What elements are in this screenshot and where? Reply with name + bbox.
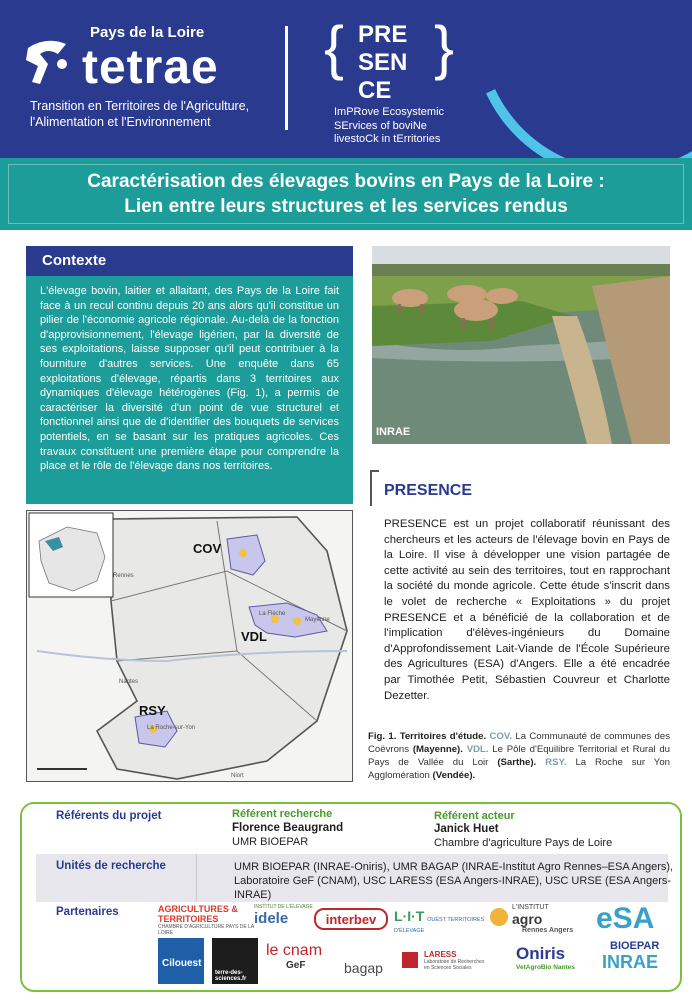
header-banner (0, 0, 692, 158)
unites-label: Unités de recherche (56, 860, 166, 872)
presence-logo-letters-2: SEN (358, 49, 408, 76)
tetrae-subtitle: Transition en Territoires de l'Agriculture, l'Alimentation et l'Environnement (30, 99, 250, 129)
map-label-cov: COV (193, 541, 222, 556)
bagap-logo: bagap (344, 960, 383, 976)
map-place-la-roche: La Roche-sur-Yon (147, 725, 196, 731)
svg-text:}: } (434, 14, 455, 81)
map-label-vdl: VDL (241, 629, 267, 644)
map-place-mayenne: Mayenne (305, 617, 330, 623)
ciloue-logo: Cilouest (158, 938, 204, 984)
bioepar-inrae-logo: BIOEPAR INRAE (602, 940, 660, 972)
photo-credit: INRAE (376, 426, 411, 438)
poster-title-line1: Caractérisation des élevages bovins en Pays de la Loire : (87, 171, 605, 192)
contexte-text: L'élevage bovin, laitier et allaitant, des Pays de la Loire fait face à un recul continu depuis 20 ans alors qu'il constitue un pilier de l'économie agricole régionale. Au-delà de la fonction d'approvisionnement, l'élevage ligérien, par la diversité de ses exploitations, laisse supposer qu'il peut contribuer à la fourniture d'autres services. Une enquête dans 65 exploitations d'élevage, répartis dans 3 territoires aux dynamiques d'élevage hétérogènes (Fig. 1), a permis de caractériser la diversité d'un point de vue structurel et fonctionnel ainsi que de d'identifier des bouquets de services potentiels, en se basant sur les pratiques agricoles. Ces travaux constituent une première étape pour comprendre la place et le rôle de l'élevage dans nos territoires. (26, 276, 353, 504)
header-divider (285, 26, 288, 130)
laress-logo: LARESS Laboratoire de Recherches en Sciences Sociales (402, 950, 510, 982)
figure-caption: Fig. 1. Territoires d'étude. COV. La Communauté de communes des Coëvrons (Mayenne). VDL. Le Pôle d'Equilibre Territorial et Rural du Pays de Vallée du Loir (Sarthe). RSY. La Roche sur Yon Agglomération (Vendée). (368, 731, 670, 781)
poster-title-band (0, 158, 692, 230)
institut-agro-logo: L'INSTITUT agro Rennes Angers (490, 904, 586, 938)
presence-corner-bracket (370, 470, 379, 506)
map-place-nantes: Nantes (119, 679, 139, 685)
presence-heading: PRESENCE (384, 482, 473, 499)
presence-logo (316, 14, 466, 106)
ref-recherche-org: UMR BIOEPAR (232, 836, 309, 848)
presence-logo-letters-3: CE (358, 77, 392, 104)
partenaires-label: Partenaires (56, 906, 119, 918)
map-graphic (27, 511, 353, 782)
map-place-niort: Niort (231, 773, 244, 779)
presence-subtitle: ImPRove Ecosystemic SErvices of boviNe livestoCk in tErritories (334, 106, 445, 145)
tetrae-brand: tetrae (82, 41, 219, 94)
ref-acteur-name: Janick Huet (434, 823, 499, 835)
svg-text:{: { (324, 14, 345, 81)
chambre-agriculture-logo: AGRICULTURES & TERRITOIRES CHAMBRE D'AGRICULTURE PAYS DE LA LOIRE (158, 904, 254, 936)
presence-logo-letters-1: PRE (358, 21, 408, 48)
contexte-heading: Contexte (26, 246, 353, 276)
ref-recherche-label: Référent recherche (232, 808, 333, 820)
terre-des-sciences-logo: terre-des-sciences.fr (212, 938, 258, 984)
lit-ouest-logo: L·I·T OUEST TERRITOIRES D'ÉLEVAGE (394, 908, 485, 934)
ref-recherche-name: Florence Beaugrand (232, 822, 344, 834)
cnam-gef-logo: le cnam GeF (266, 942, 323, 971)
idele-logo: INSTITUT DE L'ÉLEVAGE idele (254, 904, 313, 927)
map-label-rsy: RSY (139, 703, 166, 718)
ref-acteur-label: Référent acteur (434, 810, 515, 822)
oniris-logo: Oniris VetAgroBio Nantes (516, 944, 575, 971)
study-area-map (26, 510, 353, 782)
partners-box (20, 802, 682, 992)
referents-row (22, 804, 680, 854)
poster-title-line2: Lien entre leurs structures et les services rendus (124, 196, 568, 217)
cattle-photo (372, 246, 670, 444)
referents-label: Référents du projet (56, 810, 162, 822)
map-place-la-fleche: La Flèche (259, 611, 286, 617)
ref-acteur-org: Chambre d'agriculture Pays de Loire (434, 837, 613, 849)
map-place-rennes: Rennes (113, 573, 134, 579)
tetrae-logo-icon (18, 34, 74, 92)
interbev-logo: interbev (314, 908, 388, 930)
unites-text: UMR BIOEPAR (INRAE-Oniris), UMR BAGAP (INRAE-Institut Agro Rennes–ESA Angers), Laboratoire GeF (CNAM), USC LARESS (ESA Angers-INRAE), USC URSE (ESA Angers-INRAE) (234, 861, 674, 901)
esa-logo: eSA (596, 902, 655, 935)
region-name: Pays de la Loire (90, 24, 205, 41)
presence-text: PRESENCE est un projet collaboratif réunissant des chercheurs et les acteurs de l'élevage bovin en Pays de la Loire. Il vise à développer une vision partagée de cette activité au sein des territoires, tout en rapprochant la société du monde agricole. Cette étude s'inscrit dans le volet de recherche « Exploitations » du projet PRESENCE et a bénéficié de la collaboration et de l'implication d'élèves-ingénieurs du Domaine d'Approfondissement Lait-Viande de l'École Supérieure des Agricultures (ESA) d'Angers. Elle a été encadrée par Timothée Petit, Sébastien Couvreur et Charlotte Dezetter. (384, 518, 670, 702)
